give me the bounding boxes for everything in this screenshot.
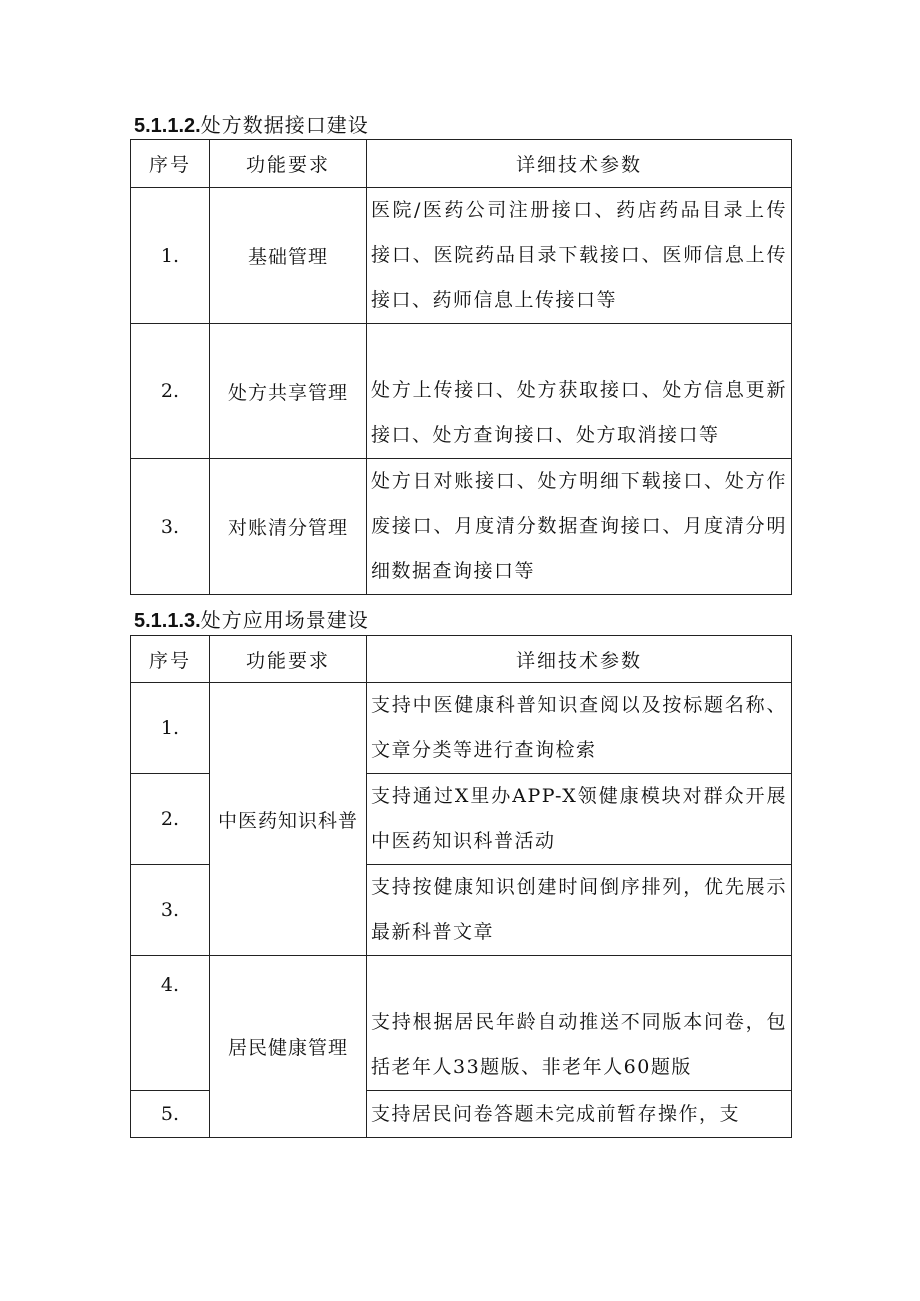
group-func: 居民健康管理 <box>210 956 367 1138</box>
row-param: 支持居民问卷答题未完成前暂存操作，支 <box>367 1091 792 1138</box>
table-row <box>131 956 792 1091</box>
section-title: 处方数据接口建设 <box>200 113 369 137</box>
row-param: 支持通过X里办APP-X领健康模块对群众开展中医药知识科普活动 <box>367 774 792 865</box>
row-func: 处方共享管理 <box>210 324 367 459</box>
row-param: 支持根据居民年龄自动推送不同版本问卷，包括老年人33题版、非老年人60题版 <box>367 956 792 1091</box>
table-header-row <box>131 140 792 188</box>
table-row <box>131 324 792 459</box>
header-seq: 序号 <box>131 636 210 683</box>
section-number: 5.1.1.3. <box>134 610 201 632</box>
row-seq: 3. <box>131 459 210 595</box>
header-func: 功能要求 <box>210 636 367 683</box>
section-number: 5.1.1.2. <box>134 115 201 137</box>
row-func: 对账清分管理 <box>210 459 367 595</box>
row-seq: 3. <box>131 865 210 956</box>
header-param: 详细技术参数 <box>367 636 792 683</box>
row-param: 处方上传接口、处方获取接口、处方信息更新接口、处方查询接口、处方取消接口等 <box>367 324 792 459</box>
table-header-row <box>131 636 792 683</box>
section-heading-5-1-1-2 <box>134 113 369 138</box>
section-heading-5-1-1-3 <box>134 608 369 633</box>
row-seq: 2. <box>131 324 210 459</box>
row-seq: 5. <box>131 1091 210 1138</box>
interface-table <box>130 139 792 595</box>
row-param: 支持中医健康科普知识查阅以及按标题名称、文章分类等进行查询检索 <box>367 683 792 774</box>
row-seq: 2. <box>131 774 210 865</box>
row-param: 支持按健康知识创建时间倒序排列，优先展示最新科普文章 <box>367 865 792 956</box>
row-seq: 4. <box>131 956 210 1091</box>
row-param: 处方日对账接口、处方明细下载接口、处方作废接口、月度清分数据查询接口、月度清分明细数据查询接口等 <box>367 459 792 595</box>
table-row <box>131 188 792 324</box>
section-title: 处方应用场景建设 <box>200 608 369 632</box>
table-row <box>131 683 792 774</box>
header-seq: 序号 <box>131 140 210 188</box>
row-seq: 1. <box>131 188 210 324</box>
header-func: 功能要求 <box>210 140 367 188</box>
row-param: 医院/医药公司注册接口、药店药品目录上传接口、医院药品目录下载接口、医师信息上传接口、药师信息上传接口等 <box>367 188 792 324</box>
row-seq: 1. <box>131 683 210 774</box>
group-func: 中医药知识科普 <box>210 683 367 956</box>
scenario-table <box>130 635 792 1138</box>
row-func: 基础管理 <box>210 188 367 324</box>
header-param: 详细技术参数 <box>367 140 792 188</box>
table-row <box>131 459 792 595</box>
